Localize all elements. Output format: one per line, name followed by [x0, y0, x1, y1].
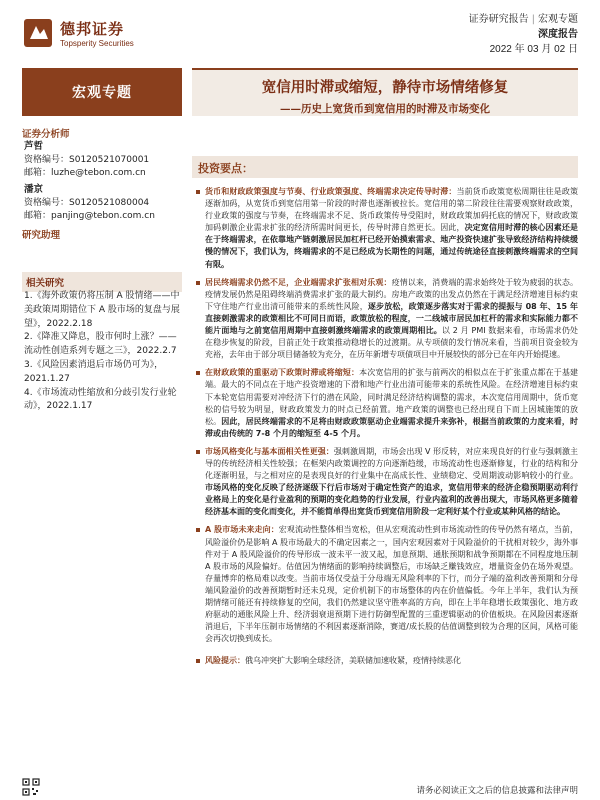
related-list — [24, 290, 182, 414]
analyst-1 — [24, 140, 149, 181]
related-heading: 相关研究 — [22, 272, 182, 292]
analyst-cert: 资格编号：S0120521070001 — [24, 154, 150, 165]
qr-code-icon — [22, 778, 40, 796]
point-text: 当前货币政策宽松周期往往是政策逐渐加码，从宽货币到宽信用第一阶段的时滞也逐渐被拉长。宽信用的第二阶段往往需要观察财政政策，行业政策的强度与节奏，在终端需求不足、货币政策传导受阻时，财政政策加码托底的情况下，财政政策加码刺激企业需求扩张的经济所需时间更长，传导时滞自然更长。因此， — [205, 187, 579, 233]
report-meta — [469, 12, 578, 57]
analyst-email[interactable]: 邮箱：luzhe@tebon.com.cn — [24, 168, 146, 178]
point-lead: 居民终端需求仍然不足，企业端需求扩张相对乐观： — [205, 277, 392, 287]
meta-separator: | — [531, 14, 535, 25]
point-text: 以 2 月 PMI 数据来看，市场需求仍处在稳步恢复的阶段，目前正处于政策推动稳增长的过渡期。从专项债的发行情况来看，当前项目资金较为充裕，去年由于部分项目储备较为充分，在历年新增专项债项目中开展较快的部分已在年内开始提速。 — [205, 326, 578, 360]
analyst-heading: 证券分析师 — [22, 129, 70, 140]
assistant-heading: 研究助理 — [22, 230, 61, 241]
report-date: 2022 年 03 月 02 日 — [489, 44, 578, 55]
topic-box: 宏观专题 — [22, 68, 182, 116]
analyst-name: 潘京 — [24, 184, 44, 195]
brand-name-cn: 德邦证券 — [60, 20, 125, 38]
point-text: 本次宽信用的扩张与前两次的相似点在于扩张重点都在于基建端。最大的不同点在于地产投资增速的下滑和地产行业出清可能带来的系统性风险。在经济增速目标约束下本轮宽信用需要对冲经济下行的潜在风险，同时满足经济结构调整的需求，本次宽信用周期中，货币宽松的信号较为明显，财政政策发力的时点已经前置。地产政策的调整也已经出现自下而上因城施策的放松。 — [205, 368, 578, 426]
related-item[interactable]: 4.《市场流动性缩放和分歧引发行业轮动》，2022.1.17 — [24, 387, 177, 412]
point-emphasis: 市场风格的变化反映了经济逐级下行后市场对于确定性资产的追求，宽信用带来的经济企稳预期驱动利行业格局上的变化是行业盈利的预期的变化趋势的行业发展，行业内盈利的改善出现大，市场风格更多随着经济基本面的变化而变化，并不能简单得出宽货币到宽信用阶段一定利好某个行业或某种风格的结论。 — [205, 483, 578, 517]
key-points-heading: 投资要点： — [192, 156, 578, 178]
key-point — [196, 446, 578, 519]
point-lead: 货币和财政政策强度与节奏、行业政策强度、终端需求决定传导时滞： — [205, 187, 457, 196]
point-text: 疫情以来，消费端的需求始终处于较为疲弱的状态。疫情发展仍然是阻碍终端消费需求扩张的最大制约。房地产政策的出发点仍然在于满足经济增速目标约束下守住地产行业出清可能带来的系统性风险， — [205, 277, 579, 311]
point-text: 强刺激周期，市场会出现 V 形反转，对应来现良好的行业与强刺激主导的传统经济相关性较强；在框架内政策调控的方向逐渐趋缓，市场流动性也逐渐修复，行业的结构和分化逐渐明显，与之相对应的是表现良好的行业集中在高成长性、业绩稳定、受周期波动影响较小的行业。 — [205, 446, 579, 481]
key-point — [196, 367, 578, 440]
report-depth: 深度报告 — [538, 29, 578, 40]
report-type: 证券研究报告 — [468, 14, 529, 25]
point-lead: 在财政政策的重驱动下政策时滞或将缩短： — [205, 368, 360, 378]
related-item[interactable]: 1.《海外政策仍将压制 A 股情绪——中美政策周期错位下 A 股市场的复盘与展望》，2022.2.18 — [24, 291, 180, 329]
key-points — [196, 186, 578, 667]
point-text: 宏观流动性整体相当宽松，但从宏观流动性到市场流动性的传导仍然有堵点，当前，风险溢价仍是影响 A 股市场最大的不确定因素之一，国内宏观因素对于风险溢价的干扰相对较少，海外事件对于 A 股风险溢价的传导形成一波未平一波又起，加息预期、通胀预期和战争预期都在不同程度地压制 A 股市场的风险偏好。估值因为情绪面的影响持续调整后，市场缺乏赚钱效应，增量资金仍在场外观望。存量博弈的格局难以改变。当前市场仅受益于分母端无风险利率的下行，而分子端的盈利改善预期和分母端风险溢价的改善预期暂时还未兑现，定价机制下的市场整体的内在价值偏低。今年上半年，我们认为预期情绪可能还有持续修复的空间，我们仍然建议坚守胜率高的方向，即在上半年稳增长政策强化、地方政府驱动的通胀风险上升、经济弱衰退预期下进行防御型配置的三重逻辑驱动的价值板块。在风险因素逐渐消退后，下半年压制市场情绪的不利因素逐渐消除，赛道/成长股的估值调整到较为合理的区间，风格可能会再次切换到成长。 — [205, 525, 578, 644]
key-point — [196, 524, 578, 645]
related-item[interactable]: 3.《风险因素消退后市场仍可为》，2021.1.27 — [24, 359, 164, 384]
point-lead: A 股市场未来走向： — [205, 525, 279, 535]
point-emphasis: 逐步放松，政策逐步落实对于需求的提振与 08 年、15 年直接刺激需求的政策相比不可同日而语，政策放松的程度，一二线城市居民加杠杆的需求和实际能力都不能片面地与之前宽信用周期中直接刺激终端需求的政策周期相比。 — [205, 301, 579, 336]
risk-note — [196, 655, 578, 667]
point-emphasis: 因此，居民终端需求的不足将由财政政策驱动企业端需求提升来弥补，根据当前政策的力度来看，时滞或由传统的 7-8 个月的缩短至 4-5 个月。 — [205, 416, 579, 438]
analyst-cert: 资格编号：S0120521080004 — [24, 197, 150, 208]
key-point — [196, 186, 578, 271]
point-text: 俄乌冲突扩大影响全球经济，美联储加速收紧，疫情持续恶化 — [245, 656, 461, 666]
point-lead: 市场风格变化与基本面相关性更强： — [205, 446, 334, 456]
point-emphasis: 决定宽信用时滞的核心因素还是在于终端需求，在依靠地产链刺激居民加杠杆已经开始摸索需求、地产投资快速扩张导致经济结构持续缓慢的情况下，我们认为，终端需求的不足已经成为长期性的问题，通过传统途径直接刺激终端需求的空间有限。 — [205, 223, 579, 269]
brand-name-en: Topsperity Securities — [60, 39, 134, 48]
title-banner — [192, 68, 578, 116]
report-subtitle: ——历史上宽货币到宽信用的时滞及市场变化 — [280, 103, 490, 115]
key-point — [196, 277, 578, 362]
analyst-name: 芦哲 — [24, 141, 44, 152]
analyst-2 — [24, 183, 155, 224]
related-item[interactable]: 2.《降准又降息，股市何时上涨？——流动性创造系列专题之三》，2022.2.7 — [24, 332, 177, 357]
analyst-email[interactable]: 邮箱：panjing@tebon.com.cn — [24, 211, 155, 221]
brand-mark-icon — [22, 17, 54, 49]
point-lead: 风险提示： — [205, 656, 245, 666]
report-title: 宽信用时滞或缩短，静待市场情绪修复 — [261, 79, 509, 96]
disclaimer-footer[interactable]: 请务必阅读正文之后的信息披露和法律声明 — [416, 786, 578, 796]
report-category: 宏观专题 — [538, 14, 578, 25]
brand-logo — [22, 14, 172, 54]
